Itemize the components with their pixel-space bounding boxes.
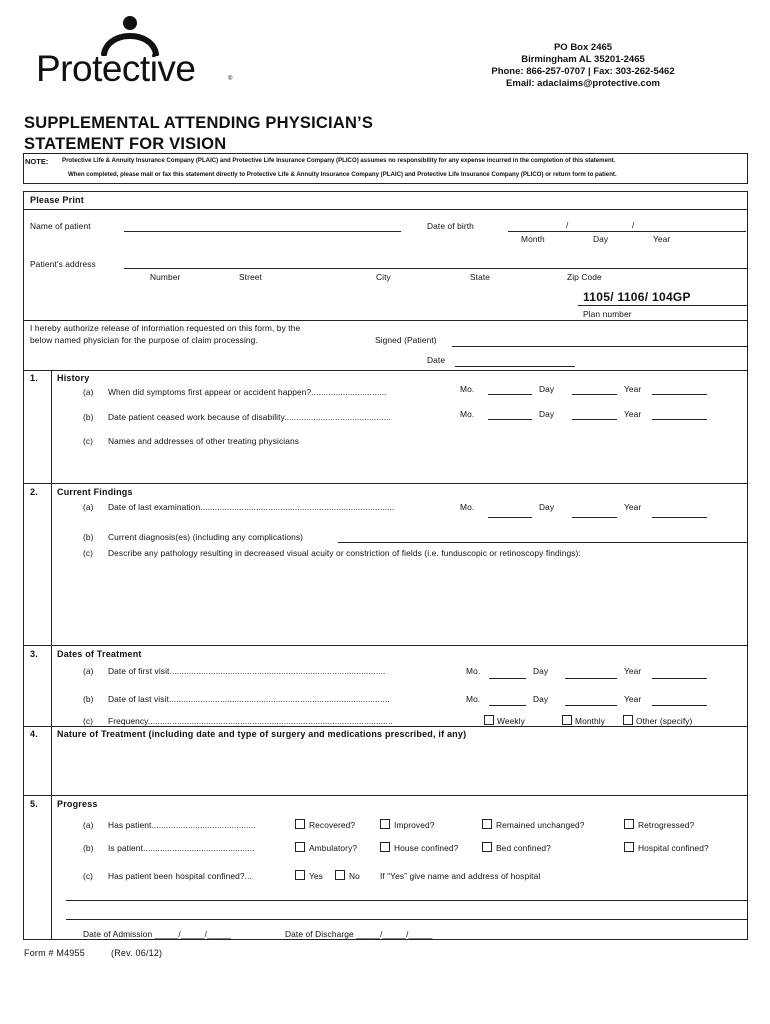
form-title-line1: SUPPLEMENTAL ATTENDING PHYSICIAN’S [24,114,374,132]
plan-number-value: 1105/ 1106/ 104GP [583,290,691,304]
note-line2: When completed, please mail or fax this statement directly to Protective Life & Annuity Insurance Company (PLAIC) and Protective Life Insurance Company (PLICO) or return form to patient. [68,171,617,178]
section-4-number: 4. [30,729,38,739]
weekly-label: Weekly [497,716,525,726]
s2c-letter: (c) [83,548,94,558]
monthly-label: Monthly [575,716,606,726]
s1a-year: Year [624,384,642,394]
s1b-text: Date patient ceased work because of disability............................................ [108,412,392,422]
section-1-number: 1. [30,373,38,383]
s2b-field[interactable] [338,542,748,543]
monthly-checkbox[interactable] [562,715,572,725]
hospital-confined-label: Hospital confined? [638,843,709,853]
signed-date-field[interactable] [455,366,575,367]
s3c-text: Frequency..................................................................................................... [108,716,393,726]
s2b-letter: (b) [83,532,94,542]
section-1-title: History [57,373,90,383]
s3c-letter: (c) [83,716,94,726]
s2b-text: Current diagnosis(es) (including any complications) [108,532,304,542]
s5a-text: Has patient........................................... [108,820,256,830]
plan-number-field[interactable] [578,305,748,306]
s2a-day: Day [539,502,555,512]
authorize-text-1: I hereby authorize release of information requested on this form, by the [30,323,301,333]
address-state-label: State [470,272,491,282]
dob-year-label: Year [653,234,671,244]
house-confined-label: House confined? [394,843,459,853]
s2a-year-field[interactable] [652,517,707,518]
s3a-day-field[interactable] [565,678,617,679]
form-revision: (Rev. 06/12) [111,948,163,958]
recovered-label: Recovered? [309,820,356,830]
ambulatory-label: Ambulatory? [309,843,358,853]
s1a-text: When did symptoms first appear or accident happen?............................... [108,387,387,397]
s5c-text: Has patient been hospital confined?... [108,871,252,881]
other-label: Other (specify) [636,716,693,726]
no-checkbox[interactable] [335,870,345,880]
dob-day-label: Day [593,234,609,244]
address-phone: Phone: 866-257-0707 | Fax: 303-262-5462 [491,66,675,77]
improved-label: Improved? [394,820,435,830]
form-title-line2: STATEMENT FOR VISION [24,135,227,153]
dob-month-label: Month [521,234,545,244]
s1a-day: Day [539,384,555,394]
section-3-number: 3. [30,649,38,659]
dob-label: Date of birth [427,221,474,231]
s2a-year: Year [624,502,642,512]
other-checkbox[interactable] [623,715,633,725]
s3a-text: Date of first visit......................................................................................... [108,666,386,676]
s3b-day: Day [533,694,549,704]
s3a-day: Day [533,666,549,676]
s1a-letter: (a) [83,387,94,397]
s1c-text: Names and addresses of other treating physicians [108,436,300,446]
s3b-letter: (b) [83,694,94,704]
s3b-day-field[interactable] [565,705,617,706]
bed-confined-checkbox[interactable] [482,842,492,852]
s3a-year-field[interactable] [652,678,707,679]
address-city-label: City [376,272,391,282]
section-5-number: 5. [30,799,38,809]
signed-date-label: Date [427,355,446,365]
bed-confined-label: Bed confined? [496,843,551,853]
s5b-text: Is patient.............................................. [108,843,255,853]
s1b-mo: Mo. [460,409,475,419]
no-label: No [349,871,360,881]
if-yes-text: If “Yes” give name and address of hospital [380,871,541,881]
s3a-mo: Mo. [466,666,481,676]
s5a-letter: (a) [83,820,94,830]
dob-field[interactable] [508,231,746,232]
s5b-letter: (b) [83,843,94,853]
recovered-checkbox[interactable] [295,819,305,829]
logo-text: Protective [36,48,196,89]
section-4-title: Nature of Treatment (including date and type of surgery and medications prescribed, if any) [57,729,467,739]
s3b-year: Year [624,694,642,704]
unchanged-label: Remained unchanged? [496,820,585,830]
signature-field[interactable] [452,346,748,347]
s3a-year: Year [624,666,642,676]
s2a-letter: (a) [83,502,94,512]
hospital-address-field[interactable] [66,919,748,920]
s1a-mo-field[interactable] [488,394,532,395]
section-2-title: Current Findings [57,487,133,497]
s2c-text: Describe any pathology resulting in decreased visual acuity or constriction of fields (i.e. funduscopic or retinoscopy findings): [108,548,581,558]
plan-number-label: Plan number [583,309,632,319]
authorize-text-2: below named physician for the purpose of claim processing. [30,335,258,345]
hospital-name-field[interactable] [66,900,748,901]
section-3-title: Dates of Treatment [57,649,142,659]
weekly-checkbox[interactable] [484,715,494,725]
improved-checkbox[interactable] [380,819,390,829]
address-email: Email: adaclaims@protective.com [506,78,660,89]
hospital-confined-checkbox[interactable] [624,842,634,852]
s3a-letter: (a) [83,666,94,676]
ambulatory-checkbox[interactable] [295,842,305,852]
s3b-year-field[interactable] [652,705,707,706]
address-zip-label: Zip Code [567,272,602,282]
s2a-day-field[interactable] [572,517,617,518]
signed-patient-label: Signed (Patient) [375,335,437,345]
s2a-text: Date of last examination................................................................................ [108,502,395,512]
yes-label: Yes [309,871,323,881]
dob-slash-2: / [632,220,635,230]
patient-name-label: Name of patient [30,221,91,231]
section-5-title: Progress [57,799,98,809]
discharge-date[interactable]: Date of Discharge _____/_____/_____ [285,929,433,939]
please-print-label: Please Print [30,195,84,205]
section-2-number: 2. [30,487,38,497]
s1a-year-field[interactable] [652,394,707,395]
address-city: Birmingham AL 35201-2465 [521,54,645,65]
s1c-letter: (c) [83,436,94,446]
note-label: NOTE: [25,157,49,166]
s3b-mo-field[interactable] [489,705,526,706]
s1b-year-field[interactable] [652,419,707,420]
patient-address-label: Patient’s address [30,259,96,269]
unchanged-checkbox[interactable] [482,819,492,829]
dob-slash-1: / [566,220,569,230]
admission-date[interactable]: Date of Admission _____/_____/_____ [83,929,231,939]
s3a-mo-field[interactable] [489,678,526,679]
s3b-mo: Mo. [466,694,481,704]
s1b-day: Day [539,409,555,419]
note-line1: Protective Life & Annuity Insurance Company (PLAIC) and Protective Life Insurance Company (PLICO) assumes no responsibility for any expense incurred in the completion of this statement. [62,157,616,164]
s5c-letter: (c) [83,871,94,881]
address-street-label: Street [239,272,262,282]
s1b-letter: (b) [83,412,94,422]
retrogressed-label: Retrogressed? [638,820,695,830]
house-confined-checkbox[interactable] [380,842,390,852]
patient-address-field[interactable] [124,268,748,269]
patient-name-field[interactable] [124,231,401,232]
s1a-day-field[interactable] [572,394,617,395]
s1a-mo: Mo. [460,384,475,394]
s3b-text: Date of last visit........................................................................................... [108,694,390,704]
yes-checkbox[interactable] [295,870,305,880]
address-po-box: PO Box 2465 [553,42,613,53]
s1b-mo-field[interactable] [488,419,532,420]
s1b-year: Year [624,409,642,419]
s2a-mo: Mo. [460,502,475,512]
s1b-day-field[interactable] [572,419,617,420]
s2a-mo-field[interactable] [488,517,532,518]
form-number: Form # M4955 [24,948,85,958]
address-number-label: Number [150,272,181,282]
registered-mark: ® [228,76,233,82]
retrogressed-checkbox[interactable] [624,819,634,829]
